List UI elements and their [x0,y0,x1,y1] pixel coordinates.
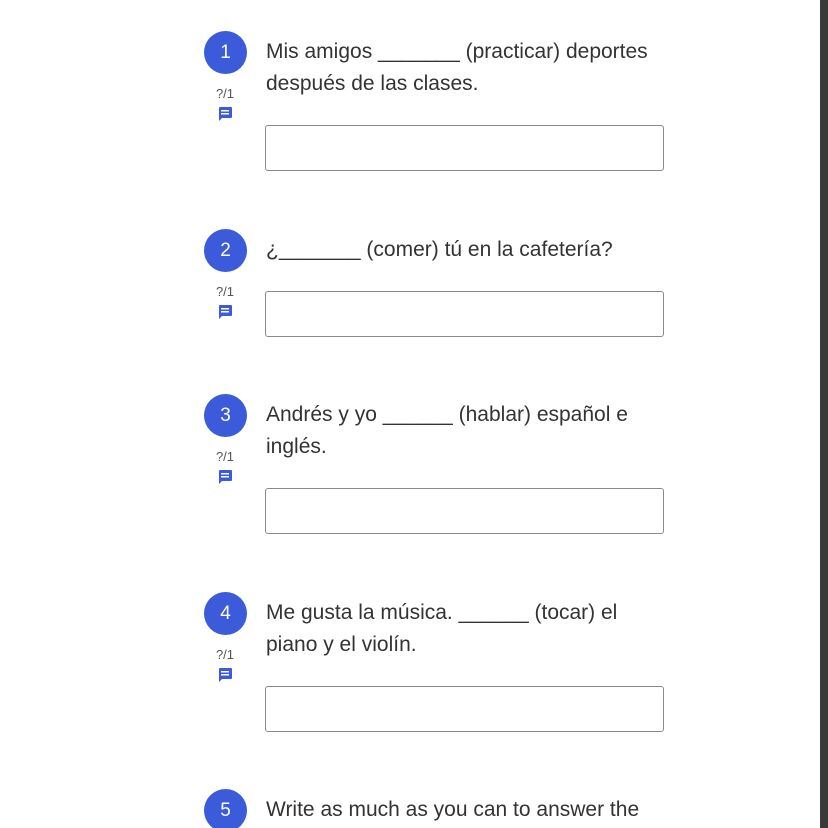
question-number-badge: 2 [204,229,247,272]
comment-icon[interactable] [217,469,233,485]
question-number-badge: 3 [204,394,247,437]
question-number-badge: 4 [204,592,247,635]
question-score: ?/1 [215,647,235,662]
window-edge [820,0,828,828]
question-score: ?/1 [215,284,235,299]
comment-icon[interactable] [217,106,233,122]
question-score: ?/1 [215,86,235,101]
question-prompt: Write as much as you can to answer the [266,798,640,821]
answer-input[interactable] [265,125,664,171]
comment-icon[interactable] [217,667,233,683]
question-number-badge: 1 [204,31,247,74]
question-prompt: Me gusta la música. ______ (tocar) el piano y el violín. [266,601,618,656]
question-prompt: Mis amigos _______ (practicar) deportes después de las clases. [266,40,648,95]
answer-input[interactable] [265,686,664,732]
answer-input[interactable] [265,291,664,337]
question-score: ?/1 [215,449,235,464]
answer-input[interactable] [265,488,664,534]
question-number-badge: 5 [204,789,247,828]
comment-icon[interactable] [217,304,233,320]
question-prompt: ¿_______ (comer) tú en la cafetería? [266,238,613,261]
question-prompt: Andrés y yo ______ (hablar) español e inglés. [266,403,628,458]
